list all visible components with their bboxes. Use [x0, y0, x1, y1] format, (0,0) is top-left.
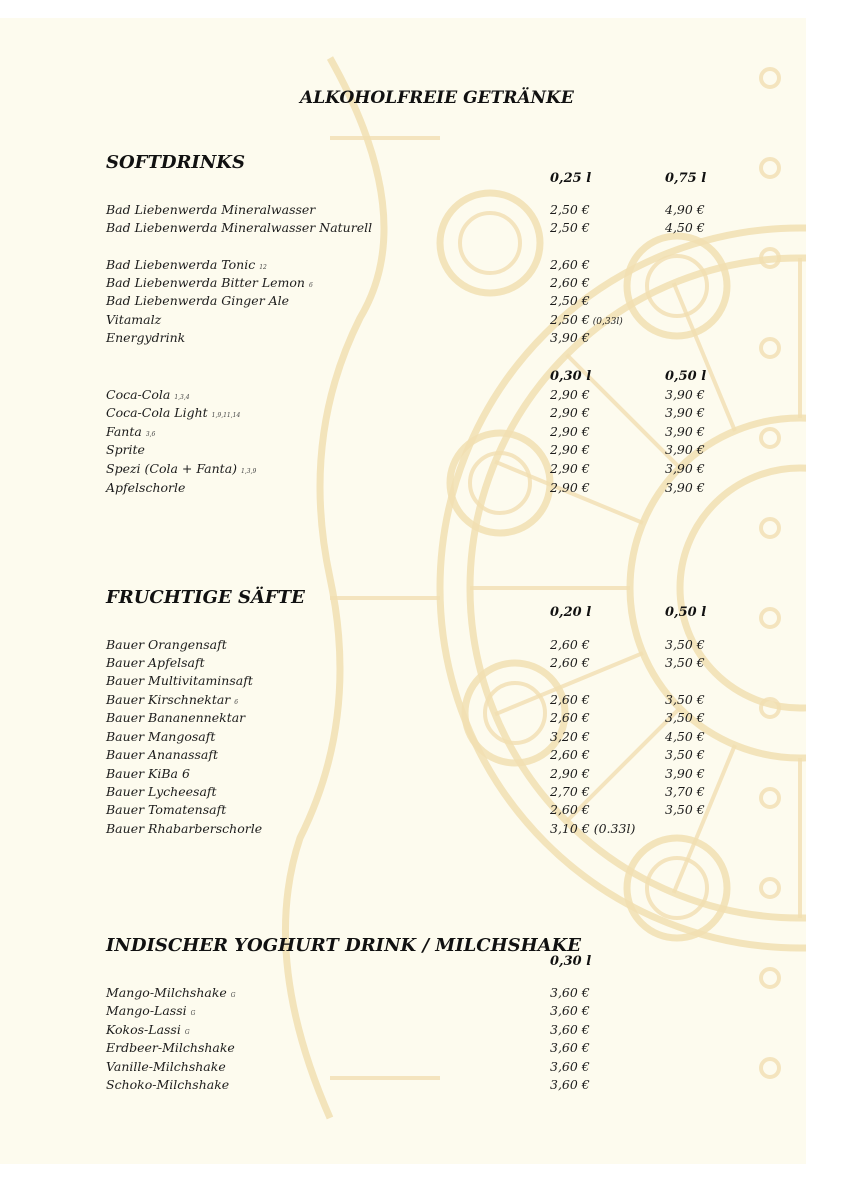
column-header-size-1: 0,20 l: [550, 605, 592, 620]
price-size-2: 3,90 €: [665, 461, 705, 476]
menu-item-name: [106, 655, 205, 670]
size-note: (0,33l): [592, 317, 623, 327]
menu-item-name: [106, 424, 155, 439]
ornament-shape: [761, 339, 779, 357]
item-label: Bauer Bananennektar: [106, 710, 246, 725]
price-value: 2,50 €: [550, 312, 590, 327]
price-size-1: [550, 220, 590, 235]
price-size-2: 3,90 €: [665, 480, 705, 495]
ornament-shape: [761, 789, 779, 807]
price-value: 3,20 €: [550, 729, 590, 744]
price-size-1: [550, 747, 590, 762]
menu-item-name: [106, 673, 253, 688]
menu-item-name: [106, 480, 185, 495]
price-size-1: [550, 710, 590, 725]
allergen-code: G: [184, 1029, 190, 1036]
item-label: Fanta: [106, 424, 142, 439]
price-size-2: 3,90 €: [665, 387, 705, 402]
menu-item-name: [106, 1059, 226, 1074]
menu-item-name: [106, 710, 245, 725]
item-label: Kokos-Lassi: [106, 1022, 181, 1037]
price-value: 3,60 €: [550, 1059, 590, 1074]
price-size-1: [550, 637, 590, 652]
price-size-1: [550, 387, 590, 402]
price-size-1: [550, 424, 590, 439]
menu-item-name: [106, 293, 289, 308]
price-size-1: [550, 655, 590, 670]
price-value: 2,60 €: [550, 637, 590, 652]
price-value: 2,50 €: [550, 293, 590, 308]
menu-item-name: [106, 1077, 229, 1092]
column-header-size-2: 0,75 l: [665, 171, 707, 186]
item-label: Coca-Cola: [106, 387, 171, 402]
price-value: 3,60 €: [550, 985, 590, 1000]
allergen-code: G: [230, 992, 236, 999]
price-value: 3,60 €: [550, 1077, 590, 1092]
item-label: Energydrink: [106, 330, 186, 345]
price-size-1: [550, 405, 590, 420]
ornament-shape: [761, 1059, 779, 1077]
column-header-size-1: 0,30 l: [550, 954, 592, 969]
allergen-code: 1,9,11,14: [211, 412, 241, 419]
ornament-shape: [761, 159, 779, 177]
price-size-2: 3,50 €: [665, 802, 705, 817]
price-value: 2,50 €: [550, 220, 590, 235]
item-label: Bad Liebenwerda Tonic: [106, 257, 256, 272]
ornament-shape: [440, 193, 540, 293]
item-label: Apfelschorle: [106, 480, 186, 495]
price-size-1: [550, 257, 590, 272]
price-size-2: 3,70 €: [665, 784, 705, 799]
allergen-code: G: [190, 1010, 196, 1017]
allergen-code: 3,6: [145, 431, 156, 438]
menu-item-name: [106, 802, 226, 817]
item-label: Bauer Orangensaft: [106, 637, 227, 652]
menu-item-name: [106, 405, 240, 420]
price-size-2: 3,50 €: [665, 692, 705, 707]
item-label: Coca-Cola Light: [106, 405, 208, 420]
price-value: 3,60 €: [550, 1022, 590, 1037]
price-size-2: 3,50 €: [665, 637, 705, 652]
menu-item-name: [106, 461, 256, 476]
price-size-2: 3,50 €: [665, 710, 705, 725]
item-label: Bauer Lycheesaft: [106, 784, 217, 799]
item-label: Erdbeer-Milchshake: [106, 1040, 235, 1055]
ornament-shape: [761, 519, 779, 537]
item-label: Bauer Tomatensaft: [106, 802, 227, 817]
item-label: Sprite: [106, 442, 145, 457]
ornament-shape: [761, 969, 779, 987]
allergen-code: 6: [234, 699, 239, 706]
item-label: Bauer Apfelsaft: [106, 655, 205, 670]
price-value: 2,90 €: [550, 424, 590, 439]
price-value: 2,60 €: [550, 747, 590, 762]
ornament-shape: [460, 213, 520, 273]
price-size-1: [550, 330, 590, 345]
ornament-shape: [761, 69, 779, 87]
price-size-1: [550, 442, 590, 457]
price-value: 2,70 €: [550, 784, 590, 799]
menu-item-name: [106, 729, 215, 744]
menu-item-name: [106, 220, 372, 235]
menu-item-name: [106, 202, 315, 217]
menu-item-name: [106, 766, 190, 781]
item-label: Bad Liebenwerda Mineralwasser Naturell: [106, 220, 373, 235]
item-label: Vanille-Milchshake: [106, 1059, 226, 1074]
price-size-1: [550, 729, 590, 744]
item-label: Spezi (Cola + Fanta): [106, 461, 238, 476]
column-header-size-1: 0,30 l: [550, 369, 592, 384]
price-size-2: 3,90 €: [665, 424, 705, 439]
price-value: 2,90 €: [550, 766, 590, 781]
price-size-1: [550, 1022, 590, 1037]
ornament-shape: [761, 879, 779, 897]
price-size-2: 3,90 €: [665, 405, 705, 420]
section-heading-yoghurt-milchshake: INDISCHER YOGHURT DRINK / MILCHSHAKE: [106, 935, 581, 956]
ornament-shape: [680, 468, 806, 708]
price-size-2: 3,90 €: [665, 442, 705, 457]
price-size-1: [550, 1040, 590, 1055]
price-size-2: 3,50 €: [665, 747, 705, 762]
item-label: Bad Liebenwerda Bitter Lemon: [106, 275, 305, 290]
column-header-size-2: 0,50 l: [665, 605, 707, 620]
item-label: Bad Liebenwerda Ginger Ale: [106, 293, 290, 308]
menu-item-name: [106, 784, 217, 799]
menu-page: [0, 18, 806, 1164]
menu-item-name: [106, 637, 227, 652]
menu-item-name: [106, 747, 218, 762]
allergen-code: 6: [308, 282, 313, 289]
item-label: Schoko-Milchshake: [106, 1077, 230, 1092]
menu-item-name: [106, 330, 185, 345]
price-size-2: 3,50 €: [665, 655, 705, 670]
section-heading-saefte: FRUCHTIGE SÄFTE: [106, 587, 305, 608]
price-value: 2,50 €: [550, 202, 590, 217]
price-value: 3,90 €: [550, 330, 590, 345]
price-size-2: 3,90 €: [665, 766, 705, 781]
price-size-1: [550, 784, 590, 799]
item-label: Bad Liebenwerda Mineralwasser: [106, 202, 316, 217]
menu-item-name: [106, 257, 267, 272]
menu-item-name: [106, 985, 236, 1000]
price-size-1: [550, 985, 590, 1000]
price-size-2: 4,90 €: [665, 202, 705, 217]
price-value: 2,90 €: [550, 442, 590, 457]
price-size-1: [550, 1059, 590, 1074]
price-value: 3,60 €: [550, 1003, 590, 1018]
price-size-1: [550, 802, 590, 817]
item-label: Bauer KiBa 6: [106, 766, 190, 781]
price-size-1: [550, 1003, 590, 1018]
price-value: 2,60 €: [550, 710, 590, 725]
price-value: 3,60 €: [550, 1040, 590, 1055]
price-size-2: 4,50 €: [665, 220, 705, 235]
price-size-1: [550, 275, 590, 290]
price-value: 2,60 €: [550, 692, 590, 707]
item-label: Mango-Lassi: [106, 1003, 187, 1018]
page-title: ALKOHOLFREIE GETRÄNKE: [300, 88, 574, 108]
price-size-2: 4,50 €: [665, 729, 705, 744]
price-size-1: [550, 202, 590, 217]
price-size-1: [550, 312, 623, 327]
column-header-size-1: 0,25 l: [550, 171, 592, 186]
item-label: Mango-Milchshake: [106, 985, 227, 1000]
price-size-1: [550, 692, 590, 707]
price-value: 2,90 €: [550, 461, 590, 476]
price-size-1: [550, 1077, 590, 1092]
menu-item-name: [106, 387, 190, 402]
section-heading-softdrinks: SOFTDRINKS: [106, 152, 245, 173]
item-label: Bauer Multivitaminsaft: [106, 673, 253, 688]
price-size-1: [550, 461, 590, 476]
menu-item-name: [106, 1022, 190, 1037]
price-value: 2,60 €: [550, 257, 590, 272]
column-header-size-2: 0,50 l: [665, 369, 707, 384]
ornament-shape: [761, 609, 779, 627]
item-label: Vitamalz: [106, 312, 162, 327]
menu-item-name: [106, 821, 262, 836]
price-value: 2,90 €: [550, 387, 590, 402]
item-label: Bauer Ananassaft: [106, 747, 218, 762]
price-value: 2,90 €: [550, 405, 590, 420]
item-label: Bauer Kirschnektar: [106, 692, 231, 707]
price-value: 3,10 € (0.33l): [550, 821, 636, 836]
ornament-shape: [761, 429, 779, 447]
price-size-1: [550, 821, 635, 836]
item-label: Bauer Rhabarberschorle: [106, 821, 263, 836]
price-value: 2,60 €: [550, 655, 590, 670]
menu-item-name: [106, 1003, 195, 1018]
menu-item-name: [106, 275, 313, 290]
item-label: Bauer Mangosaft: [106, 729, 216, 744]
price-value: 2,90 €: [550, 480, 590, 495]
menu-item-name: [106, 312, 161, 327]
menu-item-name: [106, 442, 145, 457]
menu-item-name: [106, 1040, 235, 1055]
allergen-code: 1,3,9: [241, 468, 257, 475]
price-value: 2,60 €: [550, 802, 590, 817]
price-size-1: [550, 293, 590, 308]
price-value: 2,60 €: [550, 275, 590, 290]
price-size-1: [550, 480, 590, 495]
price-size-1: [550, 766, 590, 781]
allergen-code: 12: [259, 264, 267, 271]
allergen-code: 1,3,4: [174, 394, 190, 401]
menu-item-name: [106, 692, 238, 707]
